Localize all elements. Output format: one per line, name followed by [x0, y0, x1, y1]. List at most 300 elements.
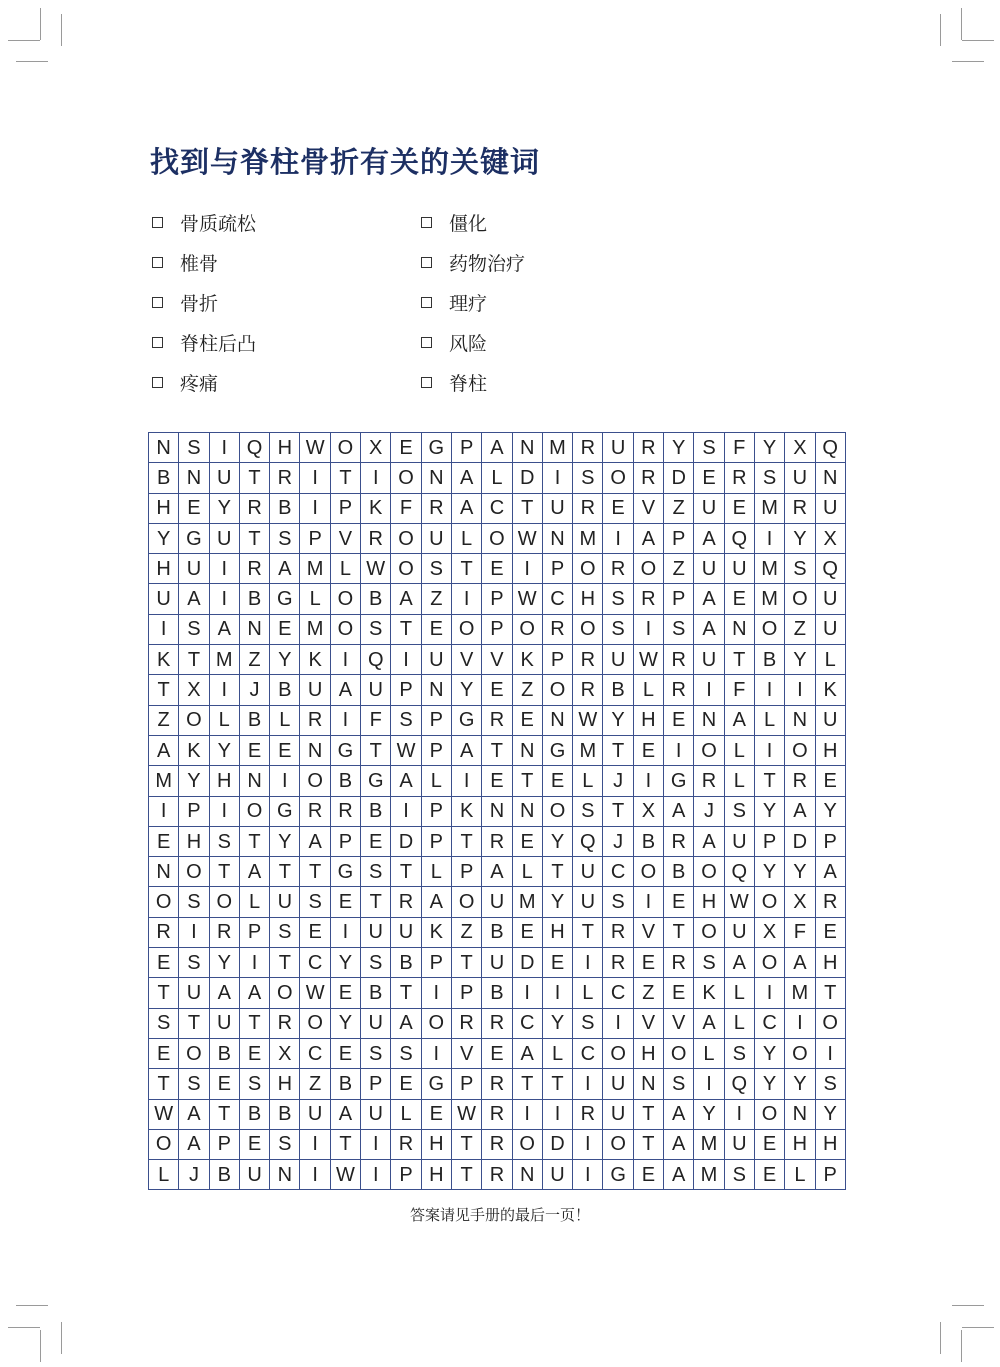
grid-cell[interactable]: R [664, 675, 694, 705]
grid-cell[interactable]: W [149, 1099, 179, 1129]
checkbox[interactable] [421, 217, 432, 228]
grid-cell[interactable]: H [149, 493, 179, 523]
grid-cell[interactable]: I [694, 675, 724, 705]
grid-cell[interactable]: S [361, 948, 391, 978]
grid-cell[interactable]: P [451, 978, 481, 1008]
grid-cell[interactable]: B [664, 857, 694, 887]
grid-cell[interactable]: N [179, 463, 209, 493]
grid-cell[interactable]: B [239, 584, 269, 614]
grid-cell[interactable]: T [239, 523, 269, 553]
grid-cell[interactable]: H [149, 554, 179, 584]
grid-cell[interactable]: X [754, 917, 784, 947]
grid-cell[interactable]: T [451, 1129, 481, 1159]
grid-cell[interactable]: R [209, 917, 239, 947]
grid-cell[interactable]: N [300, 735, 330, 765]
grid-cell[interactable]: T [512, 1069, 542, 1099]
grid-cell[interactable]: S [179, 1069, 209, 1099]
grid-cell[interactable]: E [633, 735, 663, 765]
grid-cell[interactable]: U [482, 887, 512, 917]
grid-cell[interactable]: T [573, 917, 603, 947]
grid-cell[interactable]: I [149, 614, 179, 644]
grid-cell[interactable]: S [785, 554, 815, 584]
grid-cell[interactable]: T [542, 857, 572, 887]
grid-cell[interactable]: E [633, 948, 663, 978]
grid-cell[interactable]: B [330, 766, 360, 796]
grid-cell[interactable]: P [179, 796, 209, 826]
grid-cell[interactable]: E [149, 1038, 179, 1068]
grid-cell[interactable]: R [633, 463, 663, 493]
grid-cell[interactable]: R [239, 493, 269, 523]
grid-cell[interactable]: N [482, 796, 512, 826]
grid-cell[interactable]: B [633, 826, 663, 856]
grid-cell[interactable]: O [330, 614, 360, 644]
grid-cell[interactable]: O [330, 433, 360, 463]
grid-cell[interactable]: T [603, 796, 633, 826]
grid-cell[interactable]: T [512, 766, 542, 796]
grid-cell[interactable]: A [300, 826, 330, 856]
grid-cell[interactable]: G [603, 1160, 633, 1190]
grid-cell[interactable]: U [300, 675, 330, 705]
grid-cell[interactable]: K [421, 917, 451, 947]
grid-cell[interactable]: P [542, 645, 572, 675]
grid-cell[interactable]: E [391, 433, 421, 463]
grid-cell[interactable]: B [209, 1160, 239, 1190]
grid-cell[interactable]: S [603, 584, 633, 614]
grid-cell[interactable]: R [149, 917, 179, 947]
grid-cell[interactable]: U [209, 463, 239, 493]
grid-cell[interactable]: L [724, 978, 754, 1008]
grid-cell[interactable]: T [391, 857, 421, 887]
grid-cell[interactable]: V [482, 645, 512, 675]
grid-cell[interactable]: D [542, 1129, 572, 1159]
grid-cell[interactable]: M [754, 493, 784, 523]
grid-cell[interactable]: N [421, 675, 451, 705]
grid-cell[interactable]: T [633, 1099, 663, 1129]
grid-cell[interactable]: A [785, 948, 815, 978]
grid-cell[interactable]: S [573, 463, 603, 493]
grid-cell[interactable]: U [815, 705, 845, 735]
grid-cell[interactable]: D [512, 463, 542, 493]
grid-cell[interactable]: M [542, 433, 572, 463]
grid-cell[interactable]: Z [300, 1069, 330, 1099]
grid-cell[interactable]: Y [330, 1008, 360, 1038]
grid-cell[interactable]: H [209, 766, 239, 796]
grid-cell[interactable]: P [330, 493, 360, 523]
grid-cell[interactable]: C [603, 978, 633, 1008]
grid-cell[interactable]: T [391, 614, 421, 644]
grid-cell[interactable]: T [149, 675, 179, 705]
grid-cell[interactable]: O [633, 857, 663, 887]
grid-cell[interactable]: S [573, 796, 603, 826]
grid-cell[interactable]: I [451, 766, 481, 796]
grid-cell[interactable]: A [694, 614, 724, 644]
grid-cell[interactable]: S [239, 1069, 269, 1099]
grid-cell[interactable]: P [361, 1069, 391, 1099]
grid-cell[interactable]: T [664, 917, 694, 947]
grid-cell[interactable]: R [482, 826, 512, 856]
grid-cell[interactable]: U [573, 887, 603, 917]
grid-cell[interactable]: R [300, 796, 330, 826]
grid-cell[interactable]: R [603, 948, 633, 978]
grid-cell[interactable]: O [300, 1008, 330, 1038]
grid-cell[interactable]: Y [542, 826, 572, 856]
grid-cell[interactable]: I [361, 1129, 391, 1159]
grid-cell[interactable]: R [573, 433, 603, 463]
grid-cell[interactable]: A [391, 1008, 421, 1038]
grid-cell[interactable]: D [391, 826, 421, 856]
grid-cell[interactable]: I [785, 1008, 815, 1038]
grid-cell[interactable]: I [300, 493, 330, 523]
grid-cell[interactable]: S [694, 433, 724, 463]
grid-cell[interactable]: Z [785, 614, 815, 644]
grid-cell[interactable]: M [209, 645, 239, 675]
grid-cell[interactable]: T [239, 463, 269, 493]
grid-cell[interactable]: S [300, 887, 330, 917]
grid-cell[interactable]: I [603, 1008, 633, 1038]
grid-cell[interactable]: M [694, 1129, 724, 1159]
grid-cell[interactable]: P [300, 523, 330, 553]
grid-cell[interactable]: N [149, 857, 179, 887]
grid-cell[interactable]: T [724, 645, 754, 675]
grid-cell[interactable]: A [421, 887, 451, 917]
grid-cell[interactable]: X [179, 675, 209, 705]
grid-cell[interactable]: M [694, 1160, 724, 1190]
grid-cell[interactable]: E [512, 917, 542, 947]
grid-cell[interactable]: K [179, 735, 209, 765]
grid-cell[interactable]: Y [785, 645, 815, 675]
grid-cell[interactable]: R [664, 645, 694, 675]
grid-cell[interactable]: E [542, 766, 572, 796]
grid-cell[interactable]: R [482, 1069, 512, 1099]
checklist-item[interactable] [152, 362, 421, 402]
grid-cell[interactable]: T [330, 1129, 360, 1159]
grid-cell[interactable]: E [724, 584, 754, 614]
grid-cell[interactable]: W [300, 433, 330, 463]
grid-cell[interactable]: R [482, 705, 512, 735]
grid-cell[interactable]: A [694, 584, 724, 614]
grid-cell[interactable]: E [300, 917, 330, 947]
grid-cell[interactable]: L [149, 1160, 179, 1190]
grid-cell[interactable]: T [603, 735, 633, 765]
grid-cell[interactable]: H [542, 917, 572, 947]
grid-cell[interactable]: C [482, 493, 512, 523]
grid-cell[interactable]: V [633, 1008, 663, 1038]
grid-cell[interactable]: I [209, 554, 239, 584]
grid-cell[interactable]: T [482, 735, 512, 765]
grid-cell[interactable]: N [694, 705, 724, 735]
grid-cell[interactable]: S [361, 1038, 391, 1068]
grid-cell[interactable]: I [330, 705, 360, 735]
grid-cell[interactable]: L [421, 857, 451, 887]
grid-cell[interactable]: C [542, 584, 572, 614]
grid-cell[interactable]: O [603, 1038, 633, 1068]
grid-cell[interactable]: H [815, 1129, 845, 1159]
grid-cell[interactable]: L [209, 705, 239, 735]
grid-cell[interactable]: J [603, 766, 633, 796]
grid-cell[interactable]: L [239, 887, 269, 917]
grid-cell[interactable]: R [330, 796, 360, 826]
grid-cell[interactable]: P [482, 614, 512, 644]
grid-cell[interactable]: Z [633, 978, 663, 1008]
grid-cell[interactable]: W [512, 584, 542, 614]
grid-cell[interactable]: N [149, 433, 179, 463]
grid-cell[interactable]: F [785, 917, 815, 947]
grid-cell[interactable]: U [542, 1160, 572, 1190]
grid-cell[interactable]: U [209, 523, 239, 553]
grid-cell[interactable]: U [239, 1160, 269, 1190]
grid-cell[interactable]: I [421, 1038, 451, 1068]
grid-cell[interactable]: T [633, 1129, 663, 1159]
grid-cell[interactable]: N [785, 1099, 815, 1129]
grid-cell[interactable]: O [239, 796, 269, 826]
grid-cell[interactable]: Y [209, 735, 239, 765]
grid-cell[interactable]: N [724, 614, 754, 644]
grid-cell[interactable]: E [512, 705, 542, 735]
grid-cell[interactable]: P [542, 554, 572, 584]
grid-cell[interactable]: W [391, 735, 421, 765]
grid-cell[interactable]: V [451, 645, 481, 675]
grid-cell[interactable]: T [149, 978, 179, 1008]
grid-cell[interactable]: G [330, 735, 360, 765]
grid-cell[interactable]: T [239, 826, 269, 856]
grid-cell[interactable]: I [361, 1160, 391, 1190]
grid-cell[interactable]: P [421, 705, 451, 735]
grid-cell[interactable]: N [542, 523, 572, 553]
grid-cell[interactable]: U [724, 1129, 754, 1159]
checklist-item[interactable] [152, 242, 421, 282]
grid-cell[interactable]: S [754, 463, 784, 493]
grid-cell[interactable]: M [300, 614, 330, 644]
grid-cell[interactable]: Q [724, 857, 754, 887]
grid-cell[interactable]: N [633, 1069, 663, 1099]
grid-cell[interactable]: G [542, 735, 572, 765]
grid-cell[interactable]: P [815, 826, 845, 856]
grid-cell[interactable]: Q [815, 554, 845, 584]
grid-cell[interactable]: P [664, 523, 694, 553]
grid-cell[interactable]: R [300, 705, 330, 735]
grid-cell[interactable]: Y [785, 857, 815, 887]
grid-cell[interactable]: U [603, 645, 633, 675]
checkbox[interactable] [152, 217, 163, 228]
grid-cell[interactable]: U [179, 554, 209, 584]
grid-cell[interactable]: I [361, 463, 391, 493]
grid-cell[interactable]: E [149, 826, 179, 856]
grid-cell[interactable]: N [512, 1160, 542, 1190]
grid-cell[interactable]: R [573, 645, 603, 675]
grid-cell[interactable]: R [239, 554, 269, 584]
grid-cell[interactable]: U [724, 554, 754, 584]
grid-cell[interactable]: T [361, 887, 391, 917]
grid-cell[interactable]: D [512, 948, 542, 978]
grid-cell[interactable]: O [482, 523, 512, 553]
grid-cell[interactable]: E [754, 1129, 784, 1159]
grid-cell[interactable]: P [391, 1160, 421, 1190]
grid-cell[interactable]: A [694, 1008, 724, 1038]
grid-cell[interactable]: Z [239, 645, 269, 675]
grid-cell[interactable]: I [815, 1038, 845, 1068]
grid-cell[interactable]: I [149, 796, 179, 826]
grid-cell[interactable]: R [633, 433, 663, 463]
grid-cell[interactable]: S [724, 796, 754, 826]
grid-cell[interactable]: A [633, 523, 663, 553]
grid-cell[interactable]: E [330, 887, 360, 917]
grid-cell[interactable]: U [573, 857, 603, 887]
grid-cell[interactable]: F [724, 675, 754, 705]
checkbox[interactable] [421, 257, 432, 268]
grid-cell[interactable]: P [815, 1160, 845, 1190]
grid-cell[interactable]: W [361, 554, 391, 584]
grid-cell[interactable]: I [391, 796, 421, 826]
grid-cell[interactable]: P [421, 826, 451, 856]
grid-cell[interactable]: U [209, 1008, 239, 1038]
grid-cell[interactable]: G [664, 766, 694, 796]
grid-cell[interactable]: R [664, 826, 694, 856]
grid-cell[interactable]: Y [815, 1099, 845, 1129]
grid-cell[interactable]: U [815, 614, 845, 644]
grid-cell[interactable]: I [724, 1099, 754, 1129]
grid-cell[interactable]: C [512, 1008, 542, 1038]
grid-cell[interactable]: C [754, 1008, 784, 1038]
grid-cell[interactable]: W [633, 645, 663, 675]
grid-cell[interactable]: I [573, 1129, 603, 1159]
grid-cell[interactable]: B [270, 675, 300, 705]
grid-cell[interactable]: O [270, 978, 300, 1008]
grid-cell[interactable]: G [330, 857, 360, 887]
checklist-item[interactable] [421, 282, 701, 322]
grid-cell[interactable]: A [239, 857, 269, 887]
grid-cell[interactable]: P [451, 433, 481, 463]
grid-cell[interactable]: S [724, 1038, 754, 1068]
checklist-item[interactable] [152, 322, 421, 362]
grid-cell[interactable]: W [724, 887, 754, 917]
grid-cell[interactable]: Q [361, 645, 391, 675]
grid-cell[interactable]: H [633, 1038, 663, 1068]
grid-cell[interactable]: Y [785, 523, 815, 553]
grid-cell[interactable]: A [785, 796, 815, 826]
grid-cell[interactable]: U [270, 887, 300, 917]
grid-cell[interactable]: A [239, 978, 269, 1008]
grid-cell[interactable]: B [330, 1069, 360, 1099]
grid-cell[interactable]: L [785, 1160, 815, 1190]
grid-cell[interactable]: U [603, 1069, 633, 1099]
grid-cell[interactable]: O [754, 1099, 784, 1129]
grid-cell[interactable]: U [724, 917, 754, 947]
grid-cell[interactable]: E [664, 978, 694, 1008]
grid-cell[interactable]: U [603, 433, 633, 463]
grid-cell[interactable]: L [724, 1008, 754, 1038]
grid-cell[interactable]: I [754, 523, 784, 553]
grid-cell[interactable]: V [664, 1008, 694, 1038]
grid-cell[interactable]: I [209, 675, 239, 705]
grid-cell[interactable]: R [270, 463, 300, 493]
grid-cell[interactable]: O [815, 1008, 845, 1038]
checklist-item[interactable] [421, 242, 701, 282]
grid-cell[interactable]: P [330, 826, 360, 856]
grid-cell[interactable]: K [149, 645, 179, 675]
grid-cell[interactable]: H [633, 705, 663, 735]
grid-cell[interactable]: I [300, 463, 330, 493]
grid-cell[interactable]: T [451, 948, 481, 978]
grid-cell[interactable]: E [149, 948, 179, 978]
grid-cell[interactable]: H [270, 433, 300, 463]
grid-cell[interactable]: L [482, 463, 512, 493]
grid-cell[interactable]: B [361, 978, 391, 1008]
grid-cell[interactable]: L [270, 705, 300, 735]
grid-cell[interactable]: K [300, 645, 330, 675]
grid-cell[interactable]: V [633, 493, 663, 523]
grid-cell[interactable]: P [421, 735, 451, 765]
grid-cell[interactable]: T [270, 948, 300, 978]
grid-cell[interactable]: U [482, 948, 512, 978]
grid-cell[interactable]: Y [179, 766, 209, 796]
grid-cell[interactable]: O [149, 1129, 179, 1159]
grid-cell[interactable]: I [330, 645, 360, 675]
grid-cell[interactable]: H [573, 584, 603, 614]
checkbox[interactable] [421, 297, 432, 308]
grid-cell[interactable]: H [421, 1160, 451, 1190]
grid-cell[interactable]: A [179, 1129, 209, 1159]
grid-cell[interactable]: E [482, 554, 512, 584]
grid-cell[interactable]: S [573, 1008, 603, 1038]
grid-cell[interactable]: E [603, 493, 633, 523]
grid-cell[interactable]: O [694, 735, 724, 765]
grid-cell[interactable]: B [754, 645, 784, 675]
grid-cell[interactable]: A [664, 1160, 694, 1190]
grid-cell[interactable]: G [421, 433, 451, 463]
grid-cell[interactable]: Y [270, 645, 300, 675]
grid-cell[interactable]: R [573, 1099, 603, 1129]
grid-cell[interactable]: O [785, 584, 815, 614]
grid-cell[interactable]: J [239, 675, 269, 705]
grid-cell[interactable]: U [694, 645, 724, 675]
grid-cell[interactable]: T [361, 735, 391, 765]
grid-cell[interactable]: N [512, 796, 542, 826]
grid-cell[interactable]: I [270, 766, 300, 796]
grid-cell[interactable]: V [633, 917, 663, 947]
grid-cell[interactable]: S [179, 887, 209, 917]
grid-cell[interactable]: P [209, 1129, 239, 1159]
grid-cell[interactable]: R [482, 1099, 512, 1129]
grid-cell[interactable]: J [694, 796, 724, 826]
grid-cell[interactable]: E [421, 614, 451, 644]
grid-cell[interactable]: O [451, 614, 481, 644]
grid-cell[interactable]: S [724, 1160, 754, 1190]
grid-cell[interactable]: E [542, 948, 572, 978]
grid-cell[interactable]: Y [754, 1038, 784, 1068]
grid-cell[interactable]: U [391, 917, 421, 947]
grid-cell[interactable]: U [815, 584, 845, 614]
grid-cell[interactable]: G [421, 1069, 451, 1099]
grid-cell[interactable]: L [330, 554, 360, 584]
grid-cell[interactable]: I [209, 433, 239, 463]
grid-cell[interactable]: O [300, 766, 330, 796]
grid-cell[interactable]: B [270, 1099, 300, 1129]
grid-cell[interactable]: O [512, 614, 542, 644]
grid-cell[interactable]: I [633, 887, 663, 917]
grid-cell[interactable]: E [482, 675, 512, 705]
grid-cell[interactable]: Y [754, 796, 784, 826]
grid-cell[interactable]: T [330, 463, 360, 493]
grid-cell[interactable]: H [815, 735, 845, 765]
grid-cell[interactable]: X [785, 887, 815, 917]
grid-cell[interactable]: O [209, 887, 239, 917]
grid-cell[interactable]: E [361, 826, 391, 856]
grid-cell[interactable]: P [664, 584, 694, 614]
grid-cell[interactable]: H [815, 948, 845, 978]
grid-cell[interactable]: E [815, 917, 845, 947]
grid-cell[interactable]: A [179, 1099, 209, 1129]
grid-cell[interactable]: U [542, 493, 572, 523]
